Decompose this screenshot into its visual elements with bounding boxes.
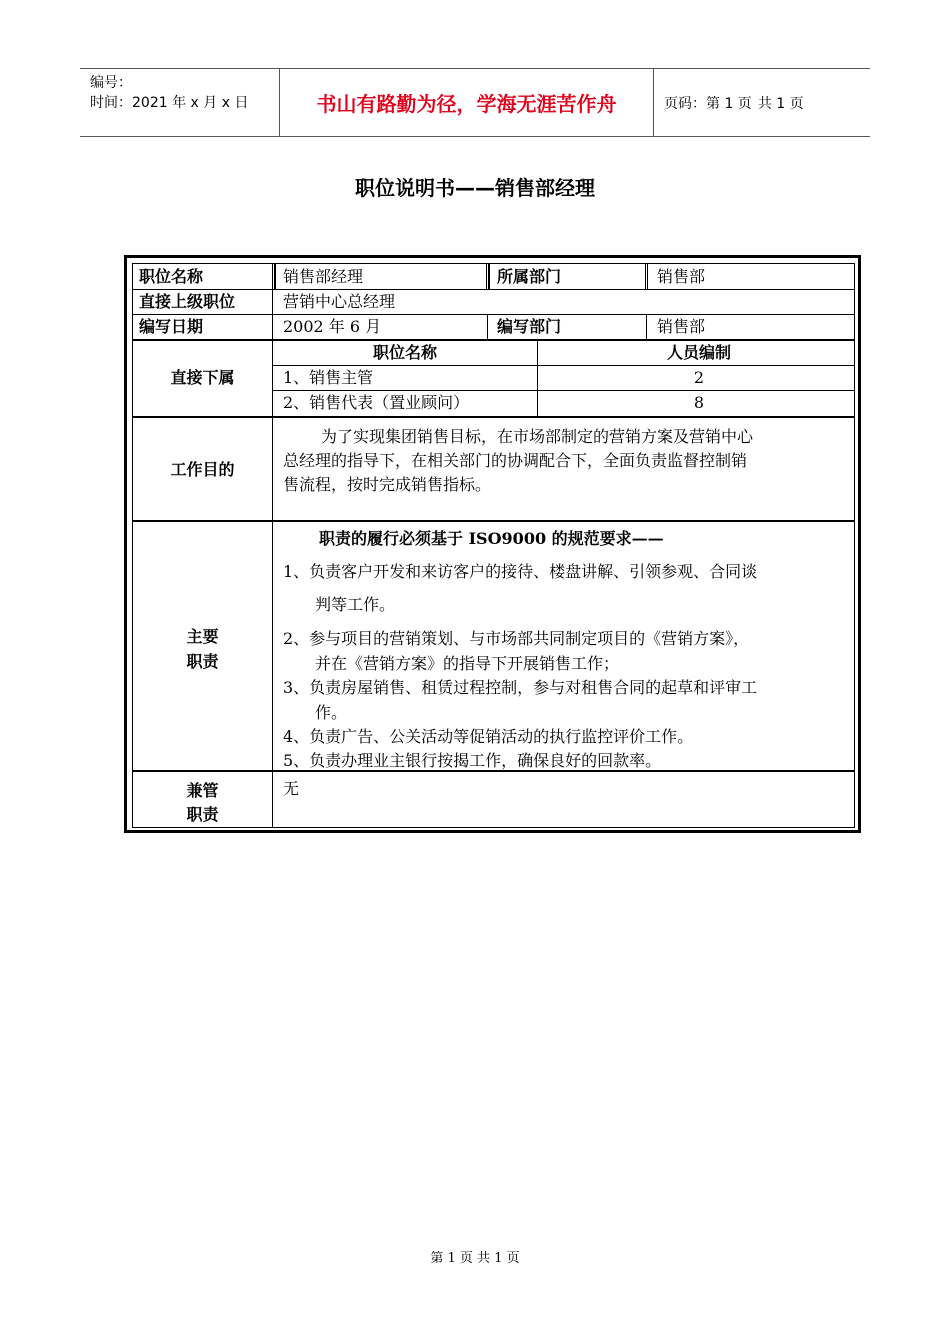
objective-line: 为了实现集团销售目标，在市场部制定的营销方案及营销中心 [321,427,754,446]
number-label: 编号： [90,75,132,91]
duty-line: 2、参与项目的营销策划、与市场部共同制定项目的《营销方案》， [283,629,750,648]
concurrent-label-line-1: 兼管 [186,781,219,800]
duty-line: 5、负责办理业主银行按揭工作，确保良好的回款率。 [283,751,662,770]
superior-label: 直接上级职位 [139,292,236,311]
date-label: 编写日期 [139,317,204,336]
department-value: 销售部 [657,267,706,286]
position-name-label: 职位名称 [139,267,204,286]
duty-line: 1、负责客户开发和来访客户的接待、楼盘讲解、引领参观、合同谈 [283,562,758,581]
subordinates-label: 直接下属 [170,368,235,387]
header-page-info [654,69,870,136]
duties-intro: 职责的履行必须基于 ISO9000 的规范要求—— [319,529,664,548]
writing-dept-value: 销售部 [657,317,706,336]
document-title: 职位说明书——销售部经理 [355,176,595,200]
job-description-form [124,255,861,833]
position-name-value: 销售部经理 [283,267,364,286]
department-label: 所属部门 [497,267,562,286]
duty-line: 3、负责房屋销售、租赁过程控制，参与对租售合同的起草和评审工 [283,678,758,697]
duty-line: 判等工作。 [315,595,396,614]
form-inner [132,263,855,828]
date-value: 2002 年 6 月 [283,317,382,336]
header-motto: 书山有路勤为径，学海无涯苦作舟 [280,69,654,136]
objective-line: 总经理的指导下，在相关部门的协调配合下，全面负责监督控制销 [283,451,748,470]
subordinates-col-name: 职位名称 [372,343,437,362]
duties-label-line-2: 职责 [186,652,219,671]
duty-line: 作。 [315,703,348,722]
duties-label-line-1: 主要 [186,627,219,646]
subordinate-row-name: 2、销售代表（置业顾问） [283,393,470,412]
concurrent-label-line-2: 职责 [186,805,219,824]
duty-line: 并在《营销方案》的指导下开展销售工作； [315,654,620,673]
page-number-label: 页码：第 1 页 [664,95,752,112]
superior-value: 营销中心总经理 [283,292,396,311]
header-meta [80,69,280,136]
duty-line: 4、负责广告、公关活动等促销活动的执行监控评价工作。 [283,727,694,746]
subordinate-row-count: 8 [693,393,705,412]
subordinate-row-count: 2 [693,368,705,387]
writing-dept-label: 编写部门 [497,317,562,336]
objective-label: 工作目的 [170,460,235,479]
time-label: 时间：2021 年 x 月 x 日 [90,95,249,111]
page-footer: 第 1 页 共 1 页 [430,1251,520,1266]
page-total-label: 共 1 页 [757,95,804,112]
concurrent-value: 无 [283,779,300,798]
objective-line: 售流程，按时完成销售指标。 [283,475,492,494]
subordinates-col-count: 人员编制 [666,343,731,362]
page-header [80,68,870,137]
subordinate-row-name: 1、销售主管 [283,368,374,387]
